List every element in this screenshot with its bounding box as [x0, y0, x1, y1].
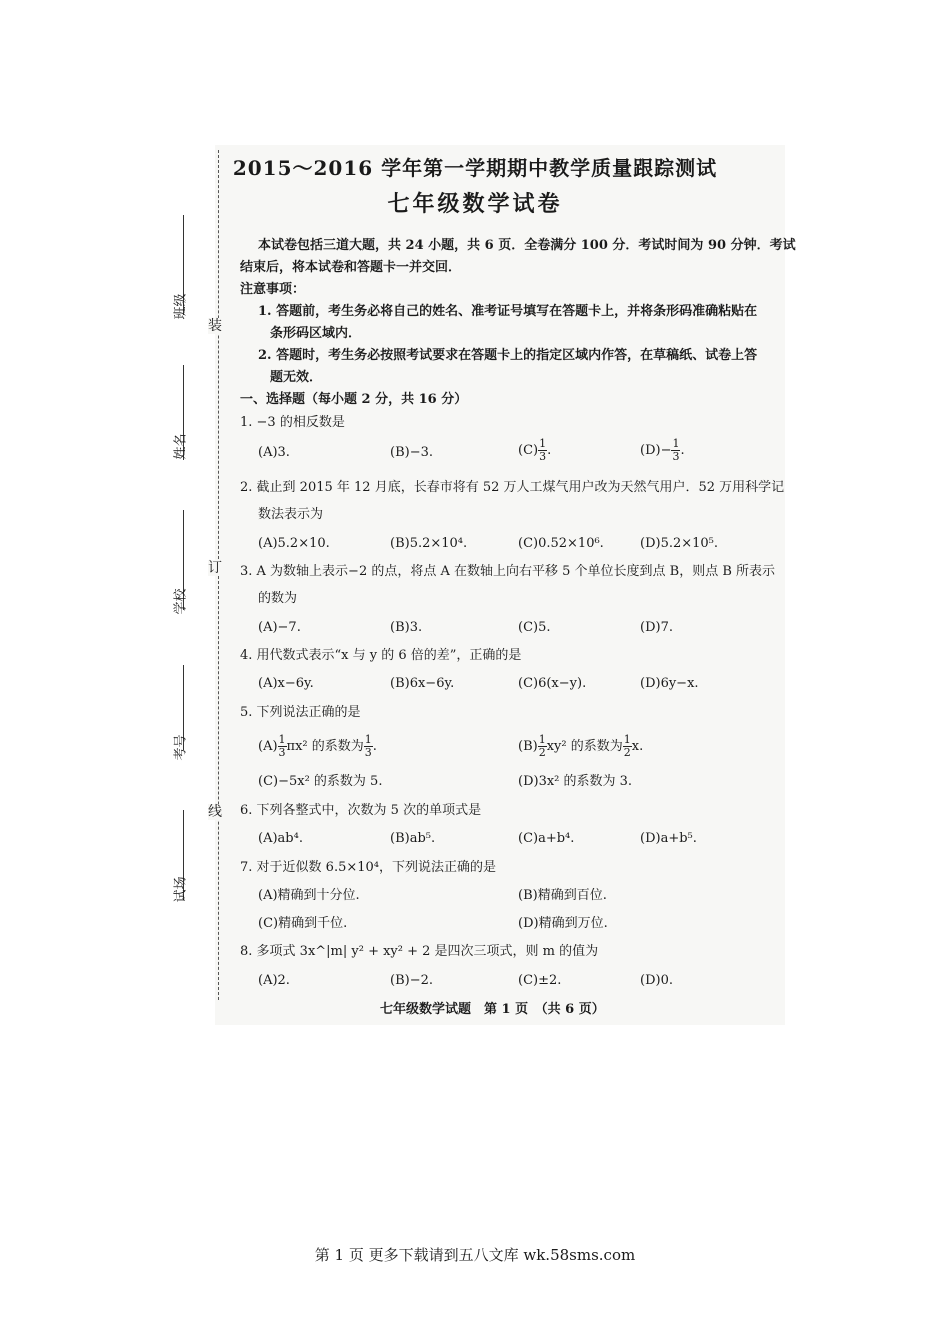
q6-option-b: (B)ab⁵.: [390, 831, 436, 846]
q7-option-d: (D)精确到万位.: [518, 916, 608, 931]
q5-a-num2: 1: [364, 733, 372, 746]
q5-b-mid: xy² 的系数为: [546, 739, 623, 754]
q3-option-c: (C)5.: [518, 620, 551, 635]
notice-2a: 2. 答题时，考生务必按照考试要求在答题卡上的指定区域内作答，在草稿纸、试卷上答: [258, 348, 758, 363]
q4-option-a: (A)x−6y.: [258, 676, 314, 691]
q8-option-a: (A)2.: [258, 973, 290, 988]
intro-line-2: 结束后，将本试卷和答题卡一并交回．: [240, 260, 462, 275]
q5-b-fraction-1: [538, 734, 547, 759]
q6-option-c: (C)a+b⁴.: [518, 831, 575, 846]
q4-option-d: (D)6y−x.: [640, 676, 699, 691]
q2-option-d: (D)5.2×10⁵.: [640, 536, 719, 551]
q5-b-fraction-2: [623, 734, 632, 759]
notice-title: 注意事项：: [240, 282, 306, 297]
q5-b-den2: 2: [623, 746, 631, 759]
q6-stem: 6. 下列各整式中，次数为 5 次的单项式是: [240, 803, 482, 818]
exam-subtitle: 七年级数学试卷: [387, 191, 563, 217]
q1-c-pre: (C): [518, 443, 539, 458]
q7-option-c: (C)精确到千位.: [258, 916, 348, 931]
q5-option-b: [518, 734, 643, 759]
q5-b-num: 1: [538, 733, 546, 746]
q2-stem-1: 2. 截止到 2015 年 12 月底，长春市将有 52 万人工煤气用户改为天然气用户．52 万用科学记: [240, 480, 785, 495]
q4-option-b: (B)6x−6y.: [390, 676, 455, 691]
q7-stem: 7. 对于近似数 6.5×10⁴，下列说法正确的是: [240, 860, 496, 875]
q5-a-post: .: [372, 739, 377, 754]
q5-b-pre: (B): [518, 739, 538, 754]
notice-2b: 题无效．: [270, 370, 323, 385]
q5-b-post: x.: [631, 739, 644, 754]
q1-c-fraction: [538, 438, 547, 463]
q3-option-a: (A)−7.: [258, 620, 301, 635]
q4-stem: 4. 用代数式表示“x 与 y 的 6 倍的差”，正确的是: [240, 648, 522, 663]
q5-option-a: [258, 734, 377, 759]
notice-1a: 1. 答题前，考生务必将自己的姓名、准考证号填写在答题卡上，并将条形码准确粘贴在: [258, 304, 758, 319]
q5-a-pre: (A): [258, 739, 278, 754]
q4-option-c: (C)6(x−y).: [518, 676, 587, 691]
field-exam-number-label: 考号: [173, 734, 189, 761]
q1-option-d: [640, 438, 685, 463]
q8-option-b: (B)−2.: [390, 973, 433, 988]
q5-a-fraction-1: [278, 734, 287, 759]
q1-c-num: 1: [539, 437, 547, 450]
q6-option-a: (A)ab⁴.: [258, 831, 303, 846]
q3-option-d: (D)7.: [640, 620, 673, 635]
q1-option-a: (A)3.: [258, 445, 290, 460]
exam-title: 2015～2016 学年第一学期期中教学质量跟踪测试: [232, 156, 718, 180]
q6-option-d: (D)a+b⁵.: [640, 831, 697, 846]
q1-d-post: .: [680, 443, 685, 458]
section-1-title: 一、选择题（每小题 2 分，共 16 分）: [240, 392, 468, 407]
q1-d-pre: (D)−: [640, 443, 672, 458]
q5-option-d: (D)3x² 的系数为 3.: [518, 774, 633, 789]
binding-char-ding: 订: [208, 560, 222, 576]
q3-stem-2: 的数为: [258, 591, 298, 606]
q5-b-num2: 1: [623, 733, 631, 746]
q3-stem-1: 3. A 为数轴上表示−2 的点，将点 A 在数轴上向右平移 5 个单位长度到点 B，则点 B 所表示: [240, 564, 776, 579]
q5-a-fraction-2: [364, 734, 373, 759]
download-footer: 第 1 页 更多下载请到五八文库 wk.58sms.com: [314, 1246, 636, 1264]
q5-stem: 5. 下列说法正确的是: [240, 705, 361, 720]
q1-option-b: (B)−3.: [390, 445, 433, 460]
binding-char-xian: 线: [208, 804, 222, 820]
q1-c-post: .: [547, 443, 552, 458]
q5-b-den: 2: [538, 746, 546, 759]
field-school-label: 学校: [173, 588, 189, 615]
q7-option-b: (B)精确到百位.: [518, 888, 607, 903]
field-exam-room-label: 试场: [173, 876, 189, 903]
field-name-label: 姓名: [173, 433, 189, 460]
field-class-label: 班级: [173, 293, 189, 320]
q8-option-c: (C)±2.: [518, 973, 562, 988]
q5-a-den2: 3: [364, 746, 372, 759]
q2-stem-2: 数法表示为: [258, 507, 324, 522]
page-footer: 七年级数学试题 第 1 页 （共 6 页）: [380, 1002, 605, 1017]
q7-option-a: (A)精确到十分位.: [258, 888, 360, 903]
q1-stem: 1. −3 的相反数是: [240, 415, 345, 430]
q5-option-c: (C)−5x² 的系数为 5.: [258, 774, 383, 789]
binding-char-zhuang: 装: [208, 318, 222, 334]
q1-d-num: 1: [672, 437, 680, 450]
q2-option-b: (B)5.2×10⁴.: [390, 536, 468, 551]
q2-option-a: (A)5.2×10.: [258, 536, 330, 551]
notice-1b: 条形码区域内．: [270, 326, 362, 341]
q1-d-den: 3: [672, 450, 680, 463]
q1-c-den: 3: [539, 450, 547, 463]
q5-a-num: 1: [278, 733, 286, 746]
q3-option-b: (B)3.: [390, 620, 423, 635]
q8-option-d: (D)0.: [640, 973, 673, 988]
q1-option-c: [518, 438, 551, 463]
q5-a-mid: πx² 的系数为: [286, 739, 364, 754]
q8-stem: 8. 多项式 3x^|m| y² + xy² + 2 是四次三项式，则 m 的值为: [240, 944, 599, 959]
intro-line-1: 本试卷包括三道大题，共 24 小题，共 6 页．全卷满分 100 分．考试时间为 90 分钟．考试: [258, 238, 796, 253]
q2-option-c: (C)0.52×10⁶.: [518, 536, 604, 551]
q5-a-den: 3: [278, 746, 286, 759]
